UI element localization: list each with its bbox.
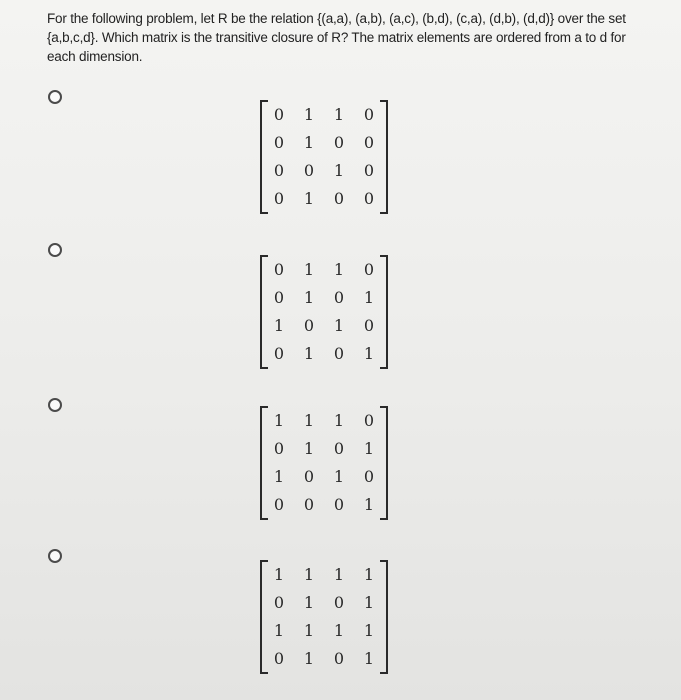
matrix-cell: 1 — [303, 593, 315, 612]
matrix-cell: 0 — [333, 593, 345, 612]
matrix-cell: 0 — [363, 411, 375, 430]
matrix-cell: 0 — [273, 495, 285, 514]
matrix-cell: 0 — [363, 105, 375, 124]
matrix-cell: 1 — [363, 288, 375, 307]
matrix-cell: 1 — [303, 565, 315, 584]
matrix-cell: 1 — [273, 467, 285, 486]
matrix-cell: 0 — [363, 161, 375, 180]
right-bracket — [380, 406, 388, 520]
matrix-cell: 0 — [273, 133, 285, 152]
matrix-cell: 0 — [333, 133, 345, 152]
radio-button-option-4[interactable] — [48, 549, 62, 563]
right-bracket — [380, 560, 388, 674]
matrix-cell: 1 — [273, 316, 285, 335]
matrix-cell: 1 — [303, 288, 315, 307]
matrix-cell: 1 — [363, 649, 375, 668]
matrix-cell: 0 — [333, 649, 345, 668]
matrix-cell: 0 — [303, 495, 315, 514]
matrix-cell: 0 — [363, 133, 375, 152]
matrix-cell: 0 — [363, 260, 375, 279]
radio-button-option-1[interactable] — [48, 90, 62, 104]
matrix-cell: 0 — [333, 495, 345, 514]
matrix-cell: 1 — [303, 344, 315, 363]
matrix-cell: 0 — [273, 344, 285, 363]
matrix-cell: 1 — [273, 621, 285, 640]
matrix-cell: 1 — [303, 105, 315, 124]
matrix-cell: 1 — [363, 593, 375, 612]
matrix-cell: 1 — [303, 439, 315, 458]
matrix-cell: 1 — [333, 260, 345, 279]
matrix-cell: 0 — [273, 439, 285, 458]
matrix-cell: 0 — [303, 316, 315, 335]
matrix-cell: 1 — [363, 565, 375, 584]
matrix-cell: 1 — [333, 161, 345, 180]
radio-button-option-2[interactable] — [48, 243, 62, 257]
matrix-cell: 0 — [303, 467, 315, 486]
matrix-cell: 1 — [333, 411, 345, 430]
matrix-cell: 1 — [363, 344, 375, 363]
right-bracket — [380, 255, 388, 369]
question-text: For the following problem, let R be the relation {(a,a), (a,b), (a,c), (b,d), (c,a), (d,b), (d,d)} over the set {a,b,c,d}. Which matrix is the transitive closure of R? The matrix elements are ordered from a to d for each dimension. — [47, 11, 626, 64]
matrix-cell: 1 — [273, 565, 285, 584]
matrix-option-2 — [260, 255, 388, 369]
left-bracket — [260, 560, 268, 674]
matrix-cell: 0 — [333, 288, 345, 307]
matrix-option-4 — [260, 560, 388, 674]
matrix-cell: 0 — [273, 189, 285, 208]
matrix-cell: 0 — [273, 161, 285, 180]
matrix-cell: 0 — [273, 288, 285, 307]
matrix-cell: 1 — [363, 439, 375, 458]
matrix-cell: 0 — [363, 189, 375, 208]
matrix-cell: 1 — [333, 316, 345, 335]
matrix-option-3 — [260, 406, 388, 520]
matrix-cell: 0 — [273, 593, 285, 612]
matrix-cell: 1 — [303, 649, 315, 668]
matrix-cell: 1 — [333, 467, 345, 486]
matrix-cell: 1 — [303, 621, 315, 640]
matrix-cell: 1 — [333, 565, 345, 584]
left-bracket — [260, 255, 268, 369]
left-bracket — [260, 100, 268, 214]
matrix-option-1 — [260, 100, 388, 214]
matrix-cell: 0 — [333, 344, 345, 363]
matrix-cell: 0 — [363, 467, 375, 486]
radio-button-option-3[interactable] — [48, 398, 62, 412]
matrix-cell: 1 — [273, 411, 285, 430]
matrix-cell: 1 — [363, 621, 375, 640]
matrix-cell: 0 — [273, 105, 285, 124]
matrix-cell: 0 — [363, 316, 375, 335]
matrix-cell: 1 — [333, 621, 345, 640]
right-bracket — [380, 100, 388, 214]
matrix-cell: 0 — [273, 649, 285, 668]
matrix-cell: 1 — [303, 411, 315, 430]
matrix-cell: 1 — [303, 189, 315, 208]
left-bracket — [260, 406, 268, 520]
matrix-cell: 0 — [303, 161, 315, 180]
matrix-cell: 0 — [333, 189, 345, 208]
matrix-cell: 1 — [333, 105, 345, 124]
matrix-cell: 1 — [303, 133, 315, 152]
matrix-cell: 1 — [363, 495, 375, 514]
matrix-cell: 1 — [303, 260, 315, 279]
matrix-cell: 0 — [333, 439, 345, 458]
matrix-cell: 0 — [273, 260, 285, 279]
